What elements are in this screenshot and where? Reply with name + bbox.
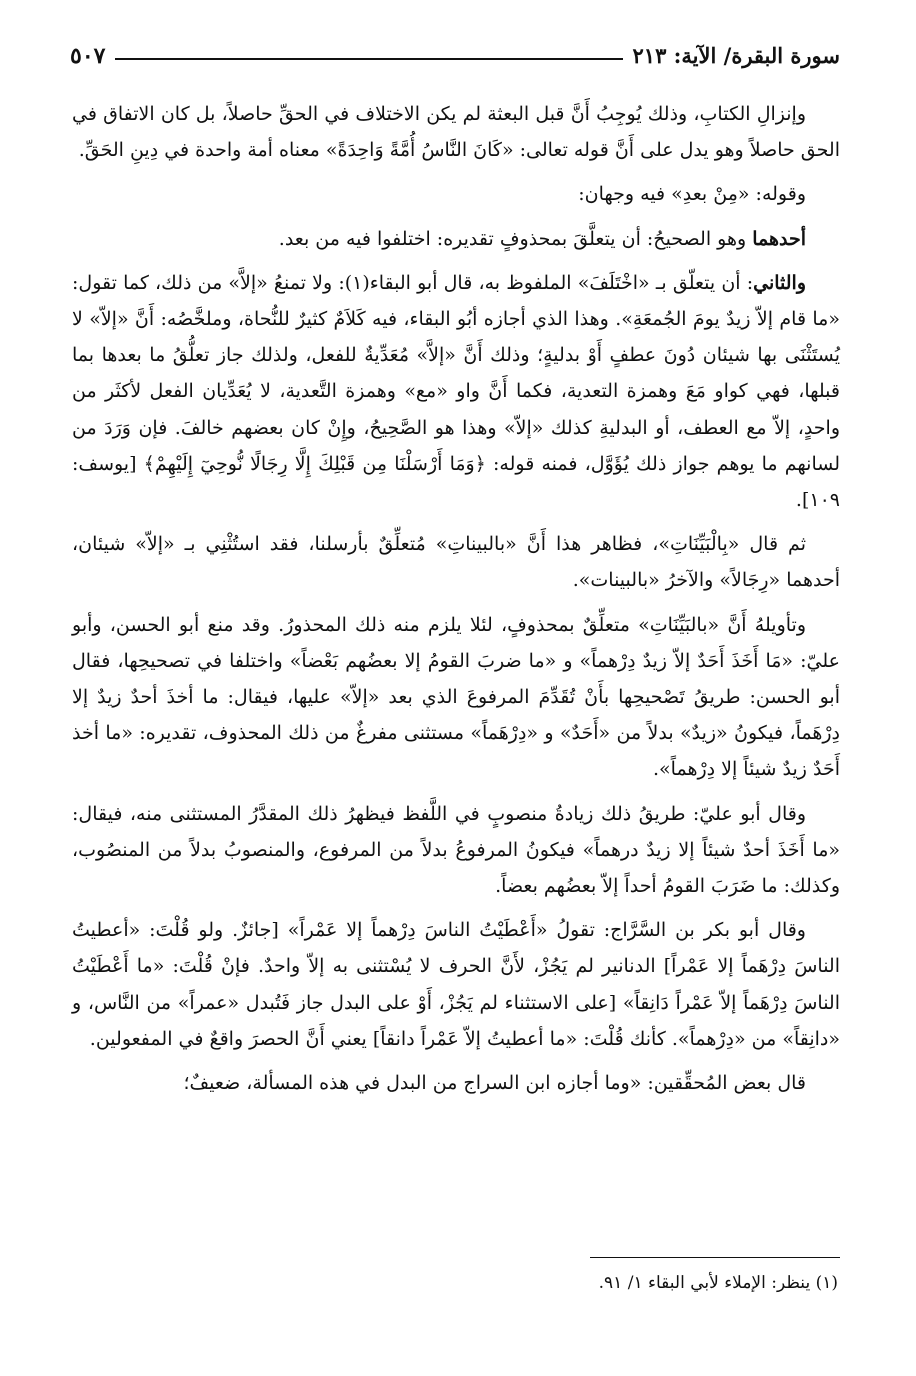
paragraph-text: وقوله: «مِنْ بعدِ» فيه وجهان: (578, 183, 806, 206)
paragraph (72, 96, 840, 168)
footnote: (١) ينظر: الإملاء لأبي البقاء ١/ ٩١. (598, 1273, 838, 1293)
paragraph (72, 912, 840, 1057)
paragraph (72, 796, 840, 905)
footnote-rule (590, 1257, 840, 1258)
page-header (70, 38, 840, 68)
paragraph-lead: والثاني (753, 271, 807, 294)
paragraph (72, 265, 840, 518)
paragraph (72, 221, 840, 257)
paragraph-text: قال بعض المُحقِّقين: «وما أجازه ابن السراج من البدل في هذه المسألة، ضعيفٌ؛ (183, 1072, 806, 1095)
paragraph (72, 176, 840, 212)
paragraph-text: وقال أبو بكر بن السَّرَّاج: تقولُ «أَعْطَيْتُ الناسَ دِرْهماً إلا عَمْراً» [جائزٌ. ولو قُلْتَ: «أعطيتُ الناسَ دِرْهَماً إلا عَمْراً] الدنانير لم يَجُزْ، لأَنَّ الحرف لا يُسْتثنى به إلاّ واحدٌ. فإنْ قُلْتَ: «ما أَعْطَيْتُ الناسَ دِرْهَماً إلاّ عَمْراً دَانِقاً» [على الاستثناء لم يَجُزْ، أَوْ على البدل جاز فَتُبدل «عمراً» من النَّاس، و «دانِقاً» من «دِرْهماً». كأنك قُلْتَ: «ما أعطيتُ إلاّ عَمْراً دانقاً] يعني أَنَّ الحصرَ واقعٌ في المفعولين. (72, 919, 840, 1050)
paragraph (72, 607, 840, 788)
page-number: ٥٠٧ (70, 43, 106, 69)
paragraph-text: وإنزالِ الكتابِ، وذلك يُوجِبُ أَنَّ قبل البعثة لم يكن الاختلاف في الحقِّ حاصلاً، بل كان الاتفاق في الحق حاصلاً وهو يدل على أَنَّ قوله تعالى: «كَانَ النَّاسُ أُمَّةً وَاحِدَةً» معناه أمة واحدة في دِينِ الحَقِّ. (72, 103, 840, 162)
paragraph-text: ثم قال «بِالْبَيِّنَاتِ»، فظاهر هذا أَنَّ «بالبيناتِ» مُتعلِّقٌ بأرسلنا، فقد استُثْنِي بـ «إلاّ» شيئان، أحدهما «رِجَالاً» والآخرُ «بالبينات». (72, 533, 840, 592)
header-rule (115, 58, 622, 60)
paragraph-text: وهو الصحيحُ: أن يتعلَّقَ بمحذوفٍ تقديره: اختلفوا فيه من بعد. (278, 227, 753, 250)
running-title: سورة البقرة/ الآية: ٢١٣ (632, 43, 840, 68)
main-text (72, 96, 840, 1101)
paragraph (72, 1065, 840, 1101)
paragraph (72, 526, 840, 598)
paragraph-lead: أحدهما (752, 227, 806, 250)
paragraph-text: وقال أبو عليّ: طريقُ ذلك زيادةُ منصوبٍ في اللَّفظ فيظهرُ ذلك المقدَّرُ المستثنى منه، فيقال: «ما أَخَذَ أحدٌ شيئاً إلا زيدٌ درهماً» فيكونُ المرفوعُ بدلاً من المرفوع، والمنصوبُ بدلاً من المنصُوب، وكذلك: ما ضَرَبَ القومُ أحداً إلاّ بعضُهم بعضاً. (72, 802, 840, 898)
paragraph-text: : أن يتعلّق بـ «اخْتَلَفَ» الملفوظ به، قال أبو البقاء(١): ولا تمنعُ «إلاَّ» من ذلك، كما تقول: «ما قام إلاّ زيدٌ يومَ الجُمعَةِ». وهذا الذي أجازه أبُو البقاء، فيه كَلاَمٌ كثيرٌ للنُّحاة، وملخَّصُه: أَنَّ «إلاّ» لا يُستَثْنَى بها شيئان دُونَ عطفٍ أَوْ بدليةٍ؛ وذلك أَنَّ «إلاَّ» مُعَدِّيةٌ للفعل، ولذلك جاز تعلُّقُ ما بعدها بما قبلها، فهي كواو مَعَ وهمزة التعدية، فكما أَنَّ واو «مع» وهمزة التَّعدية، لا يُعَدِّيان الفعل لأكثَر من واحدٍ، إلاّ مع العطف، أو البدليةِ كذلك «إلاّ» وهذا هو الصَّحِيحُ، وإِنْ كان بعضهم خالفَ. فإن وَرَدَ من لسانهم ما يوهم جواز ذلك يُؤَوَّل، فمنه قوله: ﴿وَمَا أَرْسَلْنَا مِن قَبْلِكَ إِلَّا رِجَالًا نُّوحِيٓ إِلَيْهِمْ﴾ [يوسف: ١٠٩]. (72, 271, 840, 512)
paragraph-text: وتأويلهُ أَنَّ «بالبَيِّنَاتِ» متعلِّقٌ بمحذوفٍ، لئلا يلزم منه ذلك المحذورُ. وقد منع أبو الحسن، وأبو عليّ: «مَا أَخَذَ أَحَدٌ إلاّ زيدٌ دِرْهماً» و «ما ضربَ القومُ إلا بعضُهم بَعْضاً» واختلفا في تصحيحِها، فقال أبو الحسن: طريقُ تَصْحيحِها بأَنْ تُقَدِّمَ المرفوعَ الذي بعد «إلاّ» عليها، فيقال: ما أخذَ أحدٌ زيدٌ إلا دِرْهَماً، فيكونُ «زيدٌ» بدلاً من «أَحَدٌ» و «دِرْهَماً» مستثنى مفرغٌ من ذلك المحذوف، تقديره: «ما أخذ أَحَدٌ زيدٌ شيئاً إلا دِرْهماً». (72, 613, 840, 781)
